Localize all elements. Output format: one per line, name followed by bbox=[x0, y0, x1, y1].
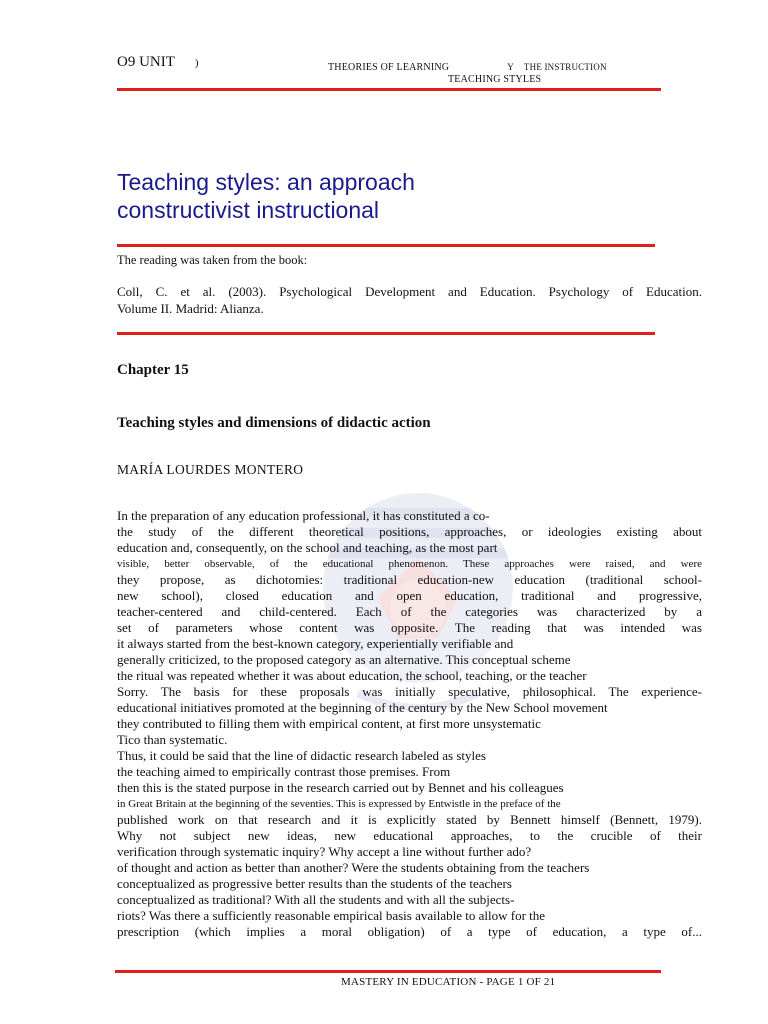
citation bbox=[117, 283, 702, 317]
p2-line: verification through systematic inquiry? Why accept a line without further ado? bbox=[117, 844, 532, 859]
unit-label-text: O9 UNIT bbox=[117, 54, 175, 70]
p1-line: set of parameters whose content was opposite. The reading that was intended was bbox=[117, 620, 702, 635]
header-rule bbox=[117, 88, 661, 91]
p2-line: in Great Britain at the beginning of the seventies. This is expressed by Entwistle in the preface of the bbox=[117, 798, 561, 810]
p2-line: prescription (which implies a moral obligation) of a type of education, a type of... bbox=[117, 924, 702, 939]
p1-line: they contributed to filling them with empirical content, at first more unsystematic bbox=[117, 716, 541, 731]
title-rule bbox=[117, 244, 655, 247]
p1-line: teacher-centered and child-centered. Each of the categories was characterized by a bbox=[117, 604, 702, 619]
p1-line: visible, better observable, of the educational phenomenon. These approaches were raised, and were bbox=[117, 558, 702, 570]
p2-line: Why not subject new ideas, new educational approaches, to the crucible of their bbox=[117, 828, 702, 843]
p1-line: generally criticized, to the proposed category as an alternative. This conceptual scheme bbox=[117, 652, 571, 667]
p1-line: Sorry. The basis for these proposals was initially speculative, philosophical. The experience- bbox=[117, 684, 702, 699]
citation-line-1: Coll, C. et al. (2003). Psychological Development and Education. Psychology of Education. bbox=[117, 284, 702, 299]
p1-line: they propose, as dichotomies: traditional education-new education (traditional school- bbox=[117, 572, 702, 587]
section-title: Teaching styles and dimensions of didactic action bbox=[117, 415, 431, 431]
p2-line: then this is the stated purpose in the research carried out by Bennet and his colleagues bbox=[117, 780, 564, 795]
paragraph-2 bbox=[117, 748, 702, 940]
unit-label bbox=[117, 54, 199, 71]
title-line-1: Teaching styles: an approach bbox=[117, 169, 415, 195]
citation-rule bbox=[117, 332, 655, 335]
p1-line: it always started from the best-known category, experientially verifiable and bbox=[117, 636, 514, 651]
reading-intro: The reading was taken from the book: bbox=[117, 253, 308, 267]
p2-line: conceptualized as traditional? With all the students and with all the subjects- bbox=[117, 892, 515, 907]
p2-line: the teaching aimed to empirically contrast those premises. From bbox=[117, 764, 451, 779]
page-footer: MASTERY IN EDUCATION - PAGE 1 OF 21 bbox=[341, 976, 556, 988]
p1-line: the ritual was repeated whether it was about education, the school, teaching, or the teacher bbox=[117, 668, 587, 683]
p1-line: the study of the different theoretical positions, approaches, or ideologies existing about bbox=[117, 524, 702, 539]
page-title bbox=[117, 168, 415, 224]
header-teaching-styles: TEACHING STYLES bbox=[448, 74, 542, 85]
p2-line: riots? Was there a sufficiently reasonable empirical basis available to allow for the bbox=[117, 908, 546, 923]
chapter-heading: Chapter 15 bbox=[117, 362, 189, 378]
p1-line: Tico than systematic. bbox=[117, 732, 228, 747]
author-name: MARÍA LOURDES MONTERO bbox=[117, 462, 304, 477]
p1-line: educational initiatives promoted at the beginning of the century by the New School movement bbox=[117, 700, 608, 715]
citation-line-2: Volume II. Madrid: Alianza. bbox=[117, 301, 264, 316]
footer-rule bbox=[115, 970, 661, 973]
p1-line: new school), closed education and open education, traditional and progressive, bbox=[117, 588, 702, 603]
p2-line: published work on that research and it is explicitly stated by Bennett himself (Bennett, 1979). bbox=[117, 812, 702, 827]
unit-paren: ) bbox=[194, 57, 199, 69]
p2-line: of thought and action as better than another? Were the students obtaining from the teachers bbox=[117, 860, 590, 875]
title-line-2: constructivist instructional bbox=[117, 197, 380, 223]
theories-text: THEORIES OF LEARNING bbox=[328, 62, 450, 73]
p1-line: In the preparation of any education professional, it has constituted a co- bbox=[117, 508, 490, 523]
p2-line: conceptualized as progressive better results than the students of the teachers bbox=[117, 876, 512, 891]
p1-line: education and, consequently, on the school and teaching, as the most part bbox=[117, 540, 498, 555]
y-letter: Y bbox=[507, 62, 514, 72]
header-theories bbox=[328, 62, 607, 73]
paragraph-1 bbox=[117, 508, 702, 748]
instruction-text: THE INSTRUCTION bbox=[523, 62, 607, 72]
p2-line: Thus, it could be said that the line of didactic research labeled as styles bbox=[117, 748, 486, 763]
